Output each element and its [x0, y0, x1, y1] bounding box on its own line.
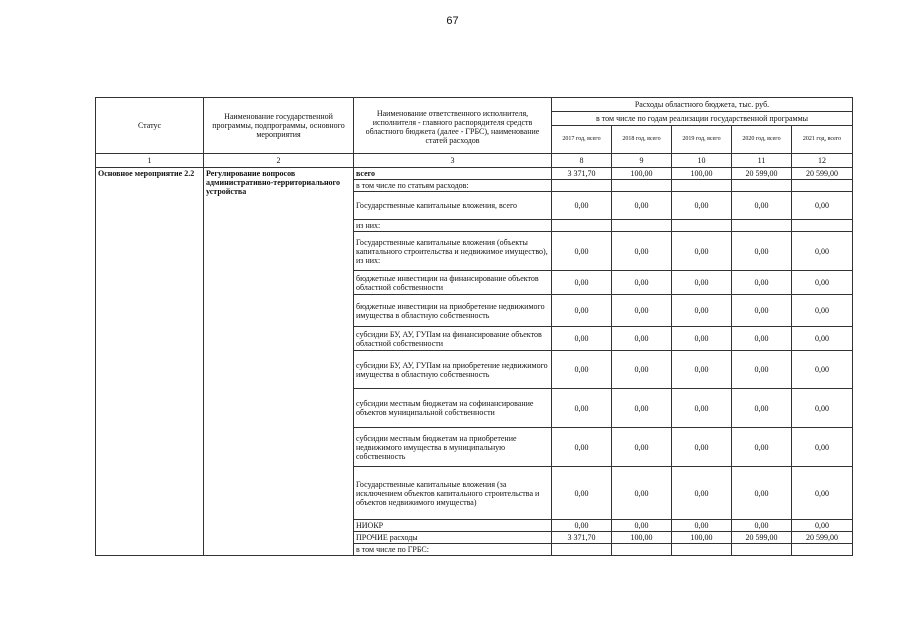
- value-cell: 20 599,00: [732, 532, 792, 544]
- value-cell: [672, 220, 732, 232]
- value-cell: 0,00: [552, 351, 612, 389]
- value-cell: 0,00: [732, 192, 792, 220]
- value-cell: 0,00: [732, 271, 792, 295]
- value-cell: 0,00: [732, 467, 792, 520]
- row-label: Государственные капитальные вложения (объекты капитального строительства и недвижимое имущество), из них:: [354, 232, 552, 271]
- value-cell: 0,00: [792, 467, 853, 520]
- value-cell: 0,00: [552, 295, 612, 327]
- value-cell: 0,00: [552, 271, 612, 295]
- row-label: субсидии местным бюджетам на софинансирование объектов муниципальной собственности: [354, 389, 552, 428]
- value-cell: 0,00: [672, 232, 732, 271]
- value-cell: [612, 180, 672, 192]
- value-cell: 0,00: [672, 467, 732, 520]
- column-number: 11: [732, 154, 792, 168]
- row-label: в том числе по ГРБС:: [354, 544, 552, 556]
- value-cell: 0,00: [612, 271, 672, 295]
- value-cell: 3 371,70: [552, 532, 612, 544]
- value-cell: [792, 180, 853, 192]
- value-cell: 3 371,70: [552, 168, 612, 180]
- value-cell: 0,00: [612, 520, 672, 532]
- value-cell: 0,00: [732, 327, 792, 351]
- value-cell: 20 599,00: [732, 168, 792, 180]
- value-cell: 0,00: [612, 327, 672, 351]
- value-cell: 0,00: [612, 428, 672, 467]
- value-cell: 0,00: [672, 327, 732, 351]
- value-cell: 0,00: [792, 389, 853, 428]
- header-year: 2018 год, всего: [612, 126, 672, 154]
- table-row: [96, 168, 853, 180]
- row-label: субсидии БУ, АУ, ГУПам на финансирование объектов областной собственности: [354, 327, 552, 351]
- row-label: субсидии местным бюджетам на приобретение недвижимого имущества в муниципальную собственность: [354, 428, 552, 467]
- value-cell: 0,00: [732, 389, 792, 428]
- value-cell: [672, 544, 732, 556]
- value-cell: 100,00: [672, 168, 732, 180]
- value-cell: 0,00: [552, 467, 612, 520]
- row-label: из них:: [354, 220, 552, 232]
- status-cell: Основное мероприятие 2.2: [96, 168, 204, 556]
- value-cell: 0,00: [612, 351, 672, 389]
- value-cell: 0,00: [612, 192, 672, 220]
- value-cell: 0,00: [672, 428, 732, 467]
- value-cell: [612, 544, 672, 556]
- value-cell: [732, 220, 792, 232]
- column-number: 8: [552, 154, 612, 168]
- value-cell: 0,00: [552, 232, 612, 271]
- value-cell: 0,00: [732, 232, 792, 271]
- column-number: 3: [354, 154, 552, 168]
- row-label: всего: [354, 168, 552, 180]
- value-cell: 0,00: [672, 389, 732, 428]
- row-label: Государственные капитальные вложения (за исключением объектов капитального строительства и объектов недвижимого имущества): [354, 467, 552, 520]
- header-by-years: в том числе по годам реализации государственной программы: [552, 112, 853, 126]
- value-cell: 0,00: [672, 192, 732, 220]
- value-cell: 0,00: [672, 351, 732, 389]
- header-year: 2017 год, всего: [552, 126, 612, 154]
- value-cell: [792, 220, 853, 232]
- header-year: 2020 год, всего: [732, 126, 792, 154]
- value-cell: 0,00: [732, 520, 792, 532]
- header-program-name: Наименование государственной программы, подпрограммы, основного мероприятия: [204, 98, 354, 154]
- value-cell: [612, 220, 672, 232]
- budget-table: [95, 97, 853, 556]
- value-cell: 100,00: [612, 168, 672, 180]
- value-cell: 0,00: [612, 389, 672, 428]
- value-cell: 0,00: [552, 327, 612, 351]
- row-label: бюджетные инвестиции на приобретение недвижимого имущества в областную собственность: [354, 295, 552, 327]
- value-cell: [552, 220, 612, 232]
- value-cell: 0,00: [792, 192, 853, 220]
- page-number: 67: [446, 15, 459, 27]
- value-cell: 0,00: [612, 295, 672, 327]
- value-cell: 20 599,00: [792, 532, 853, 544]
- value-cell: 0,00: [792, 520, 853, 532]
- row-label: НИОКР: [354, 520, 552, 532]
- program-cell: Регулирование вопросов административно-территориального устройства: [204, 168, 354, 556]
- value-cell: 20 599,00: [792, 168, 853, 180]
- column-number: 2: [204, 154, 354, 168]
- column-number: 12: [792, 154, 853, 168]
- row-label: в том числе по статьям расходов:: [354, 180, 552, 192]
- value-cell: 0,00: [732, 428, 792, 467]
- value-cell: 0,00: [792, 351, 853, 389]
- value-cell: [552, 544, 612, 556]
- value-cell: 0,00: [552, 192, 612, 220]
- header-year: 2021 год, всего: [792, 126, 853, 154]
- value-cell: [792, 544, 853, 556]
- value-cell: 0,00: [732, 351, 792, 389]
- header-status: Статус: [96, 98, 204, 154]
- row-label: субсидии БУ, АУ, ГУПам на приобретение недвижимого имущества в областную собственность: [354, 351, 552, 389]
- row-label: ПРОЧИЕ расходы: [354, 532, 552, 544]
- value-cell: 0,00: [792, 232, 853, 271]
- value-cell: 0,00: [732, 295, 792, 327]
- column-number: 9: [612, 154, 672, 168]
- value-cell: 0,00: [792, 428, 853, 467]
- column-number: 10: [672, 154, 732, 168]
- row-label: Государственные капитальные вложения, всего: [354, 192, 552, 220]
- value-cell: 0,00: [612, 467, 672, 520]
- value-cell: 0,00: [552, 389, 612, 428]
- value-cell: [672, 180, 732, 192]
- value-cell: 0,00: [552, 520, 612, 532]
- value-cell: 100,00: [612, 532, 672, 544]
- value-cell: 0,00: [672, 520, 732, 532]
- header-expenses: Расходы областного бюджета, тыс. руб.: [552, 98, 853, 112]
- value-cell: 0,00: [552, 428, 612, 467]
- column-number: 1: [96, 154, 204, 168]
- value-cell: [552, 180, 612, 192]
- header-executor-name: Наименование ответственного исполнителя, исполнителя - главного распорядителя средств областного бюджета (далее - ГРБС), наименование статей расходов: [354, 98, 552, 154]
- value-cell: 0,00: [672, 295, 732, 327]
- value-cell: 0,00: [792, 271, 853, 295]
- value-cell: 0,00: [672, 271, 732, 295]
- value-cell: [732, 180, 792, 192]
- value-cell: 0,00: [792, 295, 853, 327]
- header-year: 2019 год, всего: [672, 126, 732, 154]
- value-cell: [732, 544, 792, 556]
- row-label: бюджетные инвестиции на финансирование объектов областной собственности: [354, 271, 552, 295]
- value-cell: 100,00: [672, 532, 732, 544]
- value-cell: 0,00: [612, 232, 672, 271]
- value-cell: 0,00: [792, 327, 853, 351]
